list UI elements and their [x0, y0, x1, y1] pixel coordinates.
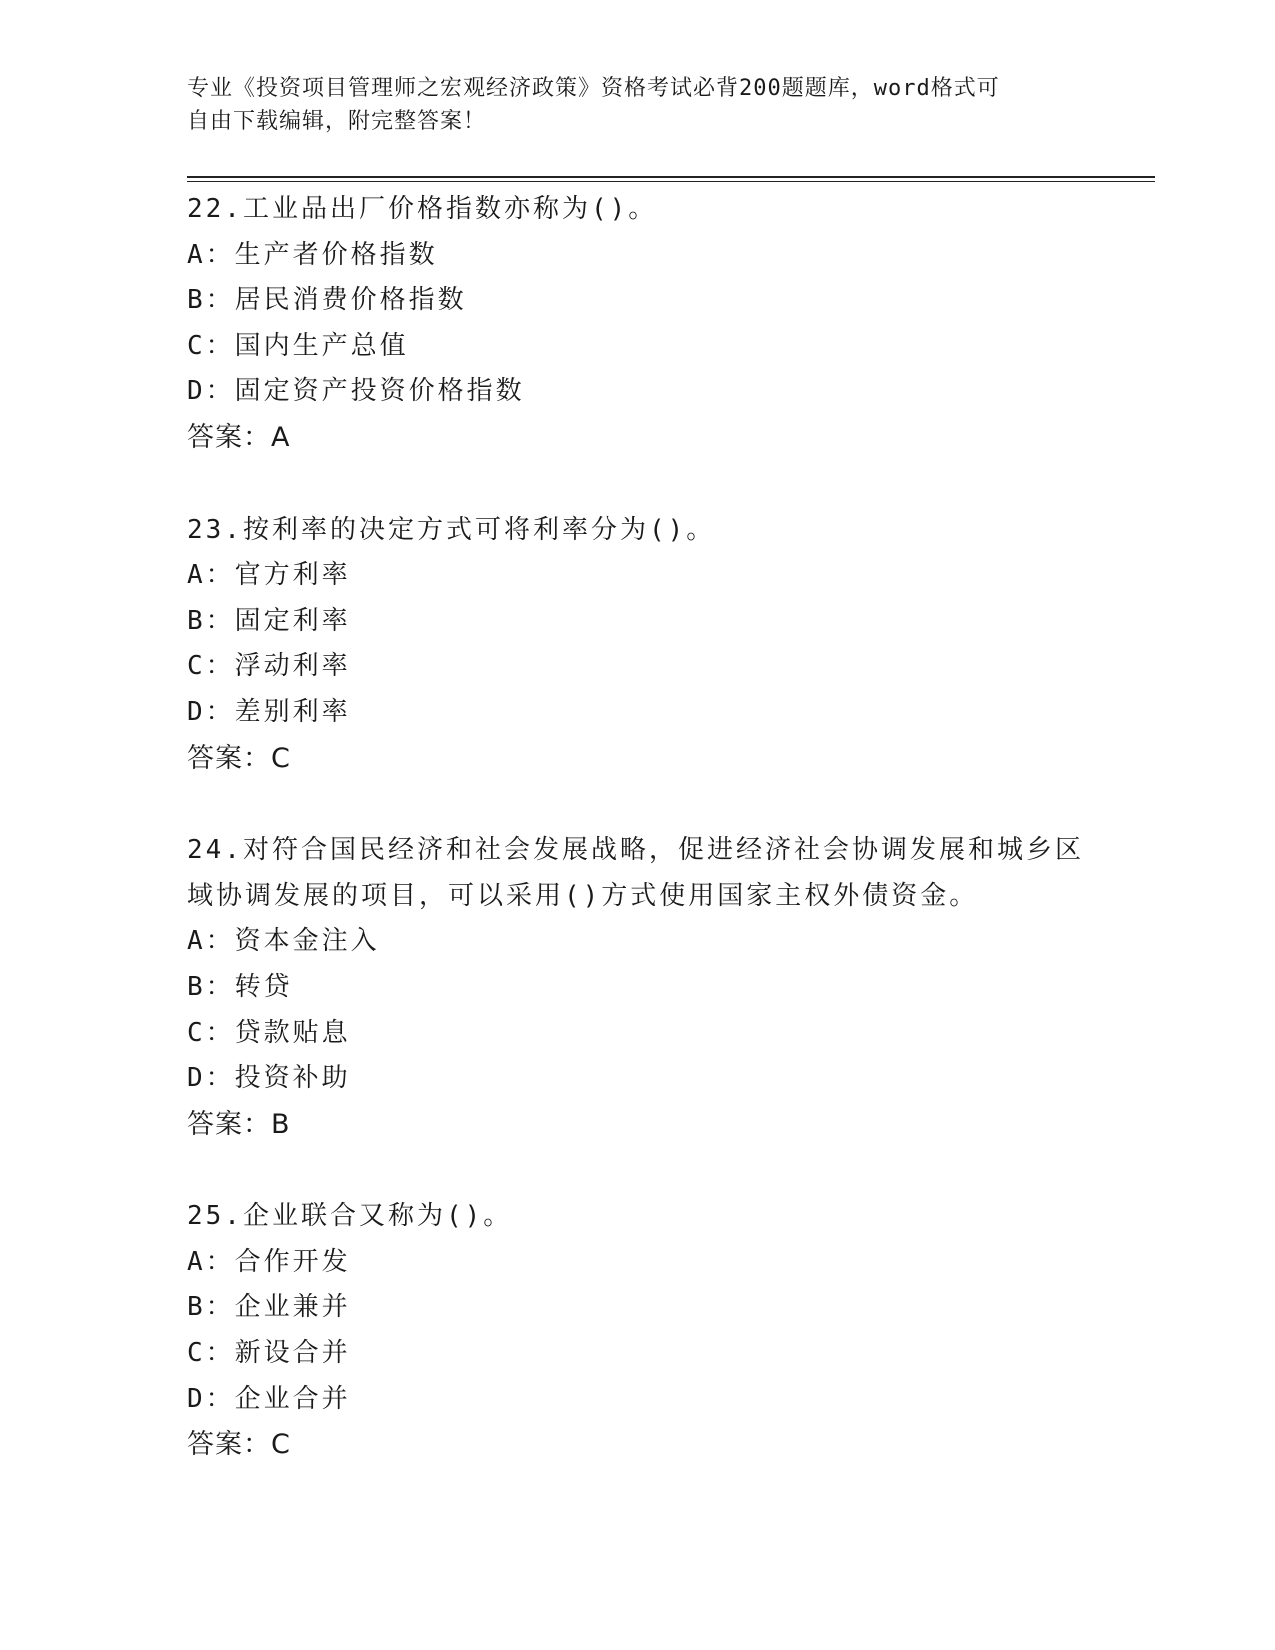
option-c: C：国内生产总值 [187, 330, 409, 361]
document-header [187, 72, 1087, 138]
option-d: D：差别利率 [187, 696, 351, 727]
question-23 [187, 508, 1087, 782]
question-stem: 23.按利率的决定方式可将利率分为()。 [187, 514, 716, 545]
answer-label: 答案：B [187, 1108, 291, 1140]
question-22 [187, 187, 1087, 461]
option-c: C：贷款贴息 [187, 1017, 351, 1048]
option-b: B：企业兼并 [187, 1292, 351, 1323]
option-a: A：官方利率 [187, 560, 351, 591]
question-stem: 22.工业品出厂价格指数亦称为()。 [187, 194, 658, 224]
option-c: C：新设合并 [187, 1338, 351, 1369]
option-a: A：生产者价格指数 [187, 239, 438, 270]
header-line-1: 专业《投资项目管理师之宏观经济政策》资格考试必背200题题库，word格式可 [187, 76, 1000, 101]
question-list [187, 187, 1087, 1515]
option-c: C：浮动利率 [187, 651, 351, 682]
question-24 [187, 828, 1087, 1147]
answer-label: 答案：A [187, 421, 291, 453]
option-b: B：居民消费价格指数 [187, 285, 467, 316]
question-stem-line-1: 24.对符合国民经济和社会发展战略，促进经济社会协调发展和城乡区 [187, 835, 1084, 866]
question-25 [187, 1194, 1087, 1468]
option-a: A：合作开发 [187, 1246, 351, 1277]
answer-label: 答案：C [187, 1429, 291, 1461]
option-a: A：资本金注入 [187, 926, 380, 957]
question-stem: 25.企业联合又称为()。 [187, 1201, 513, 1232]
option-b: B：转贷 [187, 971, 293, 1002]
header-divider [187, 176, 1155, 182]
answer-label: 答案：C [187, 742, 291, 774]
header-line-2: 自由下载编辑，附完整答案！ [187, 109, 487, 134]
option-b: B：固定利率 [187, 605, 351, 636]
option-d: D：企业合并 [187, 1383, 351, 1414]
option-d: D：投资补助 [187, 1063, 351, 1094]
question-stem-line-2: 域协调发展的项目，可以采用()方式使用国家主权外债资金。 [187, 880, 979, 911]
option-d: D：固定资产投资价格指数 [187, 376, 525, 407]
